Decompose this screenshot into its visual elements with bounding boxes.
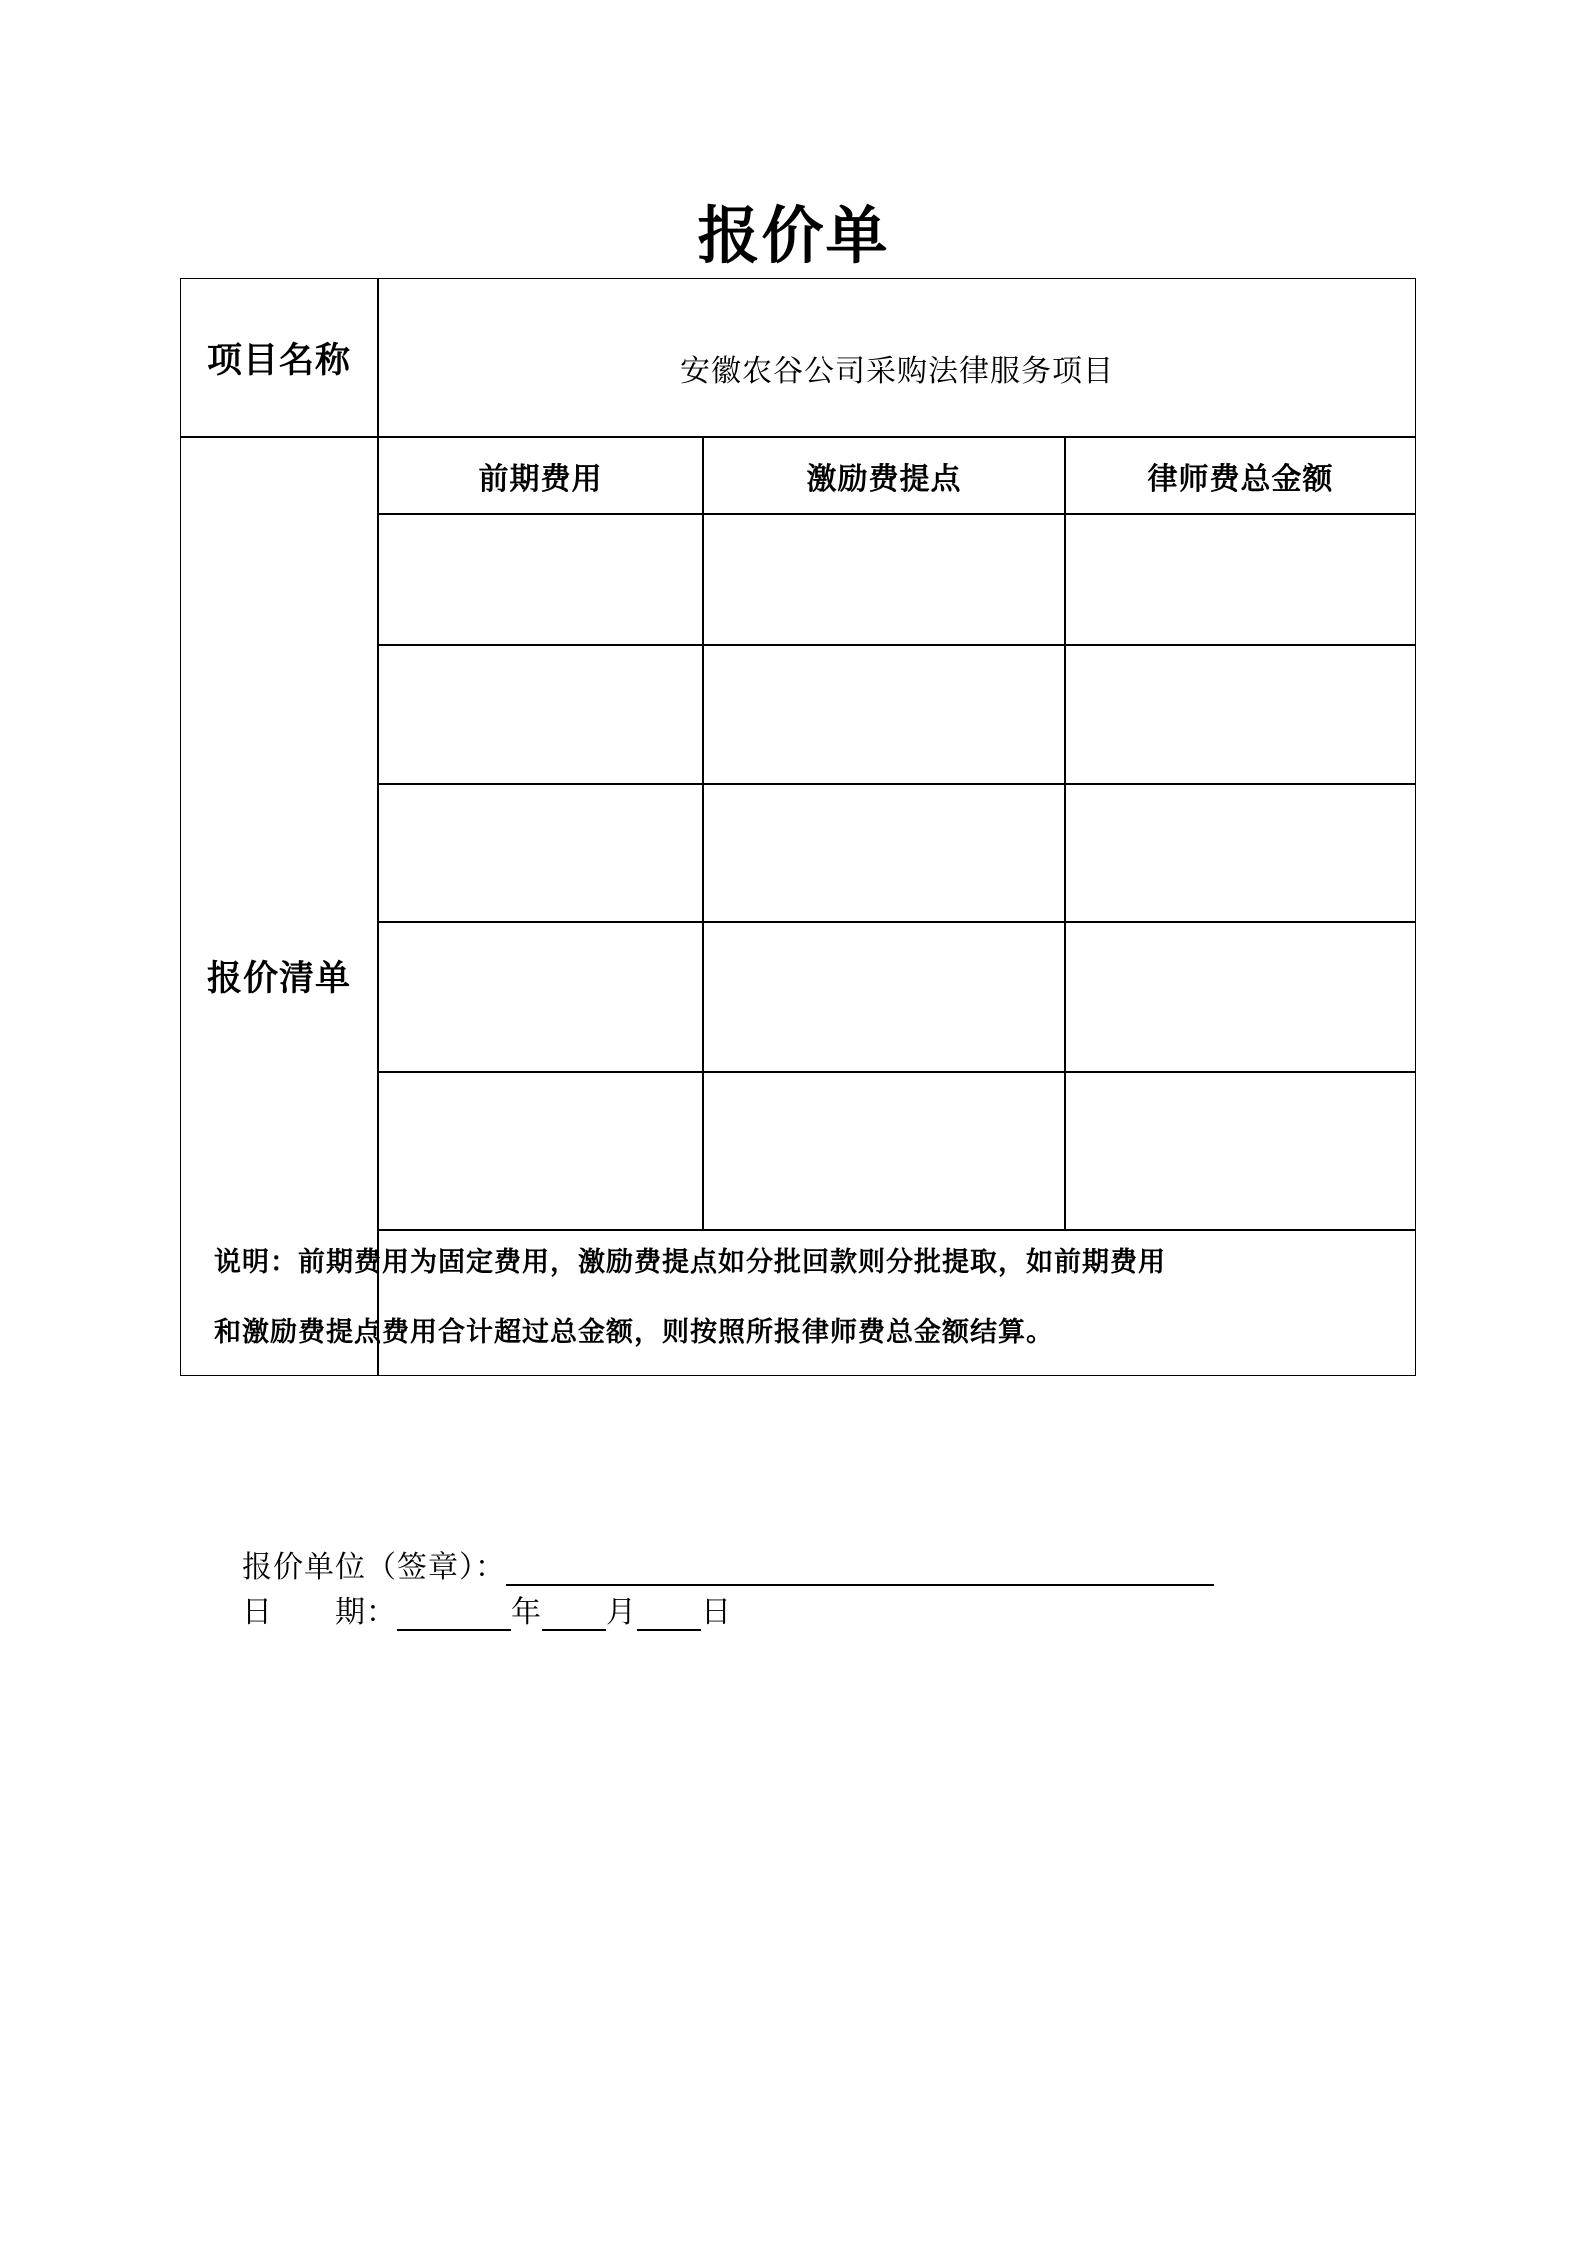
date-row: [242, 1587, 732, 1631]
project-name-label: 项目名称: [206, 340, 351, 381]
day-label: 日: [701, 1595, 732, 1630]
column-header-incentive-rate: 激励费提点: [806, 461, 962, 497]
document-title: 报价单: [697, 199, 890, 272]
table-row: [379, 785, 1415, 921]
quote-unit-row: [242, 1542, 1214, 1586]
month-label: 月: [606, 1595, 637, 1630]
table-row: [379, 646, 1415, 783]
table-row: [379, 515, 1415, 644]
column-header-initial-fee: 前期费用: [478, 461, 603, 497]
quote-table: [180, 278, 1416, 1376]
note-line: 说明：前期费用为固定费用，激励费提点如分批回款则分批提取，如前期费用: [214, 1247, 1166, 1278]
year-blank[interactable]: [397, 1595, 511, 1631]
column-header-total-fee: 律师费总金额: [1147, 461, 1334, 497]
signature-blank[interactable]: [506, 1550, 1214, 1586]
note-line: 和激励费提点费用合计超过总金额，则按照所报律师费总金额结算。: [214, 1317, 1054, 1348]
day-blank[interactable]: [637, 1595, 701, 1631]
month-blank[interactable]: [542, 1595, 606, 1631]
year-label: 年: [511, 1595, 542, 1630]
project-name-value: 安徽农谷公司采购法律服务项目: [680, 353, 1114, 389]
table-row: [379, 1073, 1415, 1229]
date-label-day-char: 日: [242, 1595, 273, 1630]
explanation-note: [214, 1228, 1406, 1368]
table-row: [379, 923, 1415, 1071]
date-label-period: 期：: [335, 1595, 397, 1630]
quote-list-label: 报价清单: [206, 958, 351, 999]
quote-unit-label: 报价单位（签章）：: [242, 1550, 506, 1585]
